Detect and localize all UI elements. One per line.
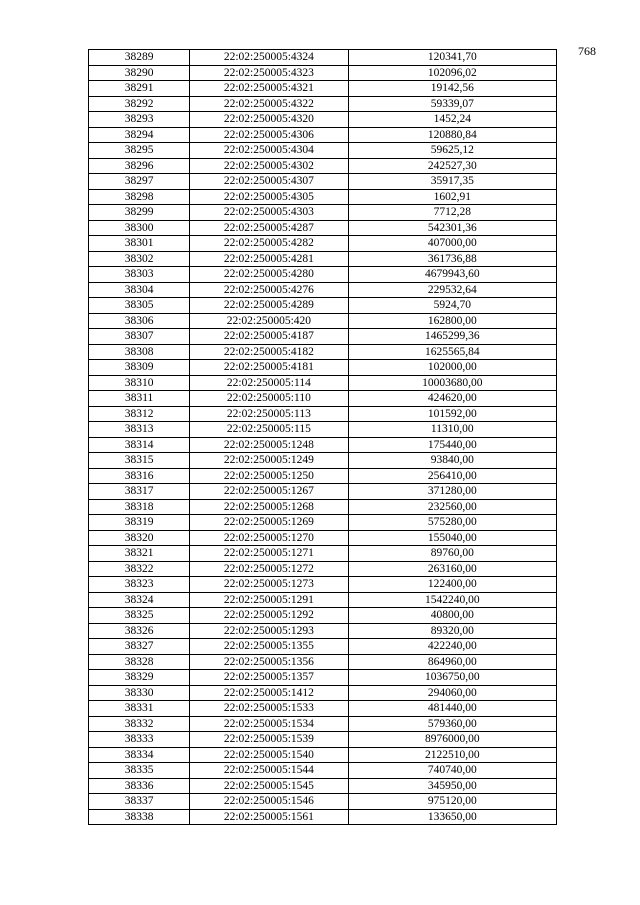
table-row [89, 468, 557, 484]
table-row [89, 143, 557, 159]
cadastral-number-cell: 22:02:250005:4282 [190, 236, 348, 252]
cadastral-number-cell: 22:02:250005:1539 [190, 732, 348, 748]
row-number-cell: 38290 [89, 65, 190, 81]
cadastral-value-cell: 10003680,00 [348, 375, 556, 391]
cadastral-value-cell: 1625565,84 [348, 344, 556, 360]
cadastral-number-cell: 22:02:250005:4182 [190, 344, 348, 360]
table-row [89, 453, 557, 469]
row-number-cell: 38322 [89, 561, 190, 577]
cadastral-value-cell: 102000,00 [348, 360, 556, 376]
row-number-cell: 38293 [89, 112, 190, 128]
table-row [89, 654, 557, 670]
cadastral-value-cell: 102096,02 [348, 65, 556, 81]
row-number-cell: 38323 [89, 577, 190, 593]
cadastral-value-cell: 155040,00 [348, 530, 556, 546]
table-row [89, 794, 557, 810]
table-row [89, 375, 557, 391]
table-row [89, 189, 557, 205]
cadastral-value-cell: 2122510,00 [348, 747, 556, 763]
table-row [89, 422, 557, 438]
cadastral-value-cell: 481440,00 [348, 701, 556, 717]
cadastral-value-cell: 1542240,00 [348, 592, 556, 608]
cadastral-value-cell: 120341,70 [348, 50, 556, 66]
table-row [89, 127, 557, 143]
table-row [89, 701, 557, 717]
row-number-cell: 38303 [89, 267, 190, 283]
cadastral-number-cell: 22:02:250005:4187 [190, 329, 348, 345]
cadastral-number-cell: 22:02:250005:1249 [190, 453, 348, 469]
cadastral-number-cell: 22:02:250005:1267 [190, 484, 348, 500]
cadastral-value-cell: 7712,28 [348, 205, 556, 221]
cadastral-number-cell: 22:02:250005:420 [190, 313, 348, 329]
cadastral-number-cell: 22:02:250005:1291 [190, 592, 348, 608]
table-row [89, 592, 557, 608]
cadastral-value-cell: 89320,00 [348, 623, 556, 639]
table-row [89, 220, 557, 236]
row-number-cell: 38328 [89, 654, 190, 670]
cadastral-value-cell: 11310,00 [348, 422, 556, 438]
table-row [89, 236, 557, 252]
row-number-cell: 38298 [89, 189, 190, 205]
row-number-cell: 38315 [89, 453, 190, 469]
cadastral-number-cell: 22:02:250005:4287 [190, 220, 348, 236]
cadastral-number-cell: 22:02:250005:110 [190, 391, 348, 407]
cadastral-number-cell: 22:02:250005:1540 [190, 747, 348, 763]
table-body [89, 50, 557, 825]
table-row [89, 732, 557, 748]
cadastral-number-cell: 22:02:250005:4322 [190, 96, 348, 112]
cadastral-number-cell: 22:02:250005:4323 [190, 65, 348, 81]
table-row [89, 158, 557, 174]
table-row [89, 608, 557, 624]
cadastral-value-cell: 40800,00 [348, 608, 556, 624]
table-row [89, 112, 557, 128]
row-number-cell: 38332 [89, 716, 190, 732]
cadastral-number-cell: 22:02:250005:4303 [190, 205, 348, 221]
cadastral-value-cell: 122400,00 [348, 577, 556, 593]
cadastral-value-cell: 4679943,60 [348, 267, 556, 283]
row-number-cell: 38316 [89, 468, 190, 484]
table-row [89, 437, 557, 453]
row-number-cell: 38321 [89, 546, 190, 562]
row-number-cell: 38327 [89, 639, 190, 655]
row-number-cell: 38296 [89, 158, 190, 174]
cadastral-number-cell: 22:02:250005:1561 [190, 809, 348, 825]
row-number-cell: 38308 [89, 344, 190, 360]
table-row [89, 778, 557, 794]
cadastral-value-cell: 59625,12 [348, 143, 556, 159]
table-row [89, 391, 557, 407]
cadastral-value-cell: 232560,00 [348, 499, 556, 515]
cadastral-number-cell: 22:02:250005:4321 [190, 81, 348, 97]
row-number-cell: 38304 [89, 282, 190, 298]
cadastral-number-cell: 22:02:250005:4320 [190, 112, 348, 128]
table-row [89, 763, 557, 779]
row-number-cell: 38330 [89, 685, 190, 701]
page-number: 768 [578, 44, 596, 58]
table-row [89, 344, 557, 360]
table-row [89, 670, 557, 686]
table-row [89, 360, 557, 376]
cadastral-number-cell: 22:02:250005:1545 [190, 778, 348, 794]
cadastral-number-cell: 22:02:250005:1533 [190, 701, 348, 717]
cadastral-number-cell: 22:02:250005:1293 [190, 623, 348, 639]
table-row [89, 205, 557, 221]
row-number-cell: 38324 [89, 592, 190, 608]
cadastral-number-cell: 22:02:250005:1272 [190, 561, 348, 577]
cadastral-number-cell: 22:02:250005:1356 [190, 654, 348, 670]
table-row [89, 96, 557, 112]
row-number-cell: 38333 [89, 732, 190, 748]
table-row [89, 484, 557, 500]
cadastral-value-cell: 542301,36 [348, 220, 556, 236]
cadastral-value-cell: 361736,88 [348, 251, 556, 267]
cadastral-value-cell: 1465299,36 [348, 329, 556, 345]
row-number-cell: 38326 [89, 623, 190, 639]
table-row [89, 406, 557, 422]
cadastral-value-cell: 371280,00 [348, 484, 556, 500]
table-row [89, 716, 557, 732]
cadastral-value-cell: 740740,00 [348, 763, 556, 779]
table-row [89, 313, 557, 329]
cadastral-number-cell: 22:02:250005:1355 [190, 639, 348, 655]
cadastral-number-cell: 22:02:250005:115 [190, 422, 348, 438]
cadastral-value-cell: 975120,00 [348, 794, 556, 810]
cadastral-number-cell: 22:02:250005:4305 [190, 189, 348, 205]
cadastral-number-cell: 22:02:250005:4324 [190, 50, 348, 66]
cadastral-value-cell: 1602,91 [348, 189, 556, 205]
table-row [89, 499, 557, 515]
row-number-cell: 38319 [89, 515, 190, 531]
cadastral-number-cell: 22:02:250005:1292 [190, 608, 348, 624]
table-row [89, 747, 557, 763]
row-number-cell: 38334 [89, 747, 190, 763]
cadastral-number-cell: 22:02:250005:4181 [190, 360, 348, 376]
row-number-cell: 38305 [89, 298, 190, 314]
cadastral-number-cell: 22:02:250005:1270 [190, 530, 348, 546]
row-number-cell: 38329 [89, 670, 190, 686]
cadastral-number-cell: 22:02:250005:1248 [190, 437, 348, 453]
row-number-cell: 38302 [89, 251, 190, 267]
cadastral-value-cell: 133650,00 [348, 809, 556, 825]
cadastral-number-cell: 22:02:250005:1544 [190, 763, 348, 779]
row-number-cell: 38309 [89, 360, 190, 376]
table-row [89, 546, 557, 562]
table-row [89, 685, 557, 701]
table-row [89, 251, 557, 267]
row-number-cell: 38306 [89, 313, 190, 329]
cadastral-number-cell: 22:02:250005:4281 [190, 251, 348, 267]
table-row [89, 329, 557, 345]
cadastral-value-cell: 1452,24 [348, 112, 556, 128]
table-row [89, 81, 557, 97]
row-number-cell: 38311 [89, 391, 190, 407]
cadastral-number-cell: 22:02:250005:1250 [190, 468, 348, 484]
table-row [89, 561, 557, 577]
cadastral-number-cell: 22:02:250005:1534 [190, 716, 348, 732]
table-row [89, 50, 557, 66]
cadastral-number-cell: 22:02:250005:114 [190, 375, 348, 391]
row-number-cell: 38299 [89, 205, 190, 221]
cadastral-number-cell: 22:02:250005:1273 [190, 577, 348, 593]
cadastral-value-table [88, 49, 557, 825]
cadastral-value-cell: 5924,70 [348, 298, 556, 314]
cadastral-value-cell: 864960,00 [348, 654, 556, 670]
table-row [89, 530, 557, 546]
row-number-cell: 38294 [89, 127, 190, 143]
cadastral-number-cell: 22:02:250005:4289 [190, 298, 348, 314]
cadastral-value-cell: 229532,64 [348, 282, 556, 298]
cadastral-value-cell: 345950,00 [348, 778, 556, 794]
cadastral-value-cell: 8976000,00 [348, 732, 556, 748]
row-number-cell: 38292 [89, 96, 190, 112]
cadastral-value-cell: 89760,00 [348, 546, 556, 562]
row-number-cell: 38313 [89, 422, 190, 438]
cadastral-value-cell: 256410,00 [348, 468, 556, 484]
cadastral-value-cell: 93840,00 [348, 453, 556, 469]
row-number-cell: 38297 [89, 174, 190, 190]
row-number-cell: 38314 [89, 437, 190, 453]
table-row [89, 809, 557, 825]
cadastral-number-cell: 22:02:250005:4276 [190, 282, 348, 298]
table-row [89, 639, 557, 655]
cadastral-number-cell: 22:02:250005:1357 [190, 670, 348, 686]
cadastral-value-cell: 407000,00 [348, 236, 556, 252]
cadastral-value-cell: 59339,07 [348, 96, 556, 112]
row-number-cell: 38289 [89, 50, 190, 66]
cadastral-value-cell: 422240,00 [348, 639, 556, 655]
cadastral-number-cell: 22:02:250005:4306 [190, 127, 348, 143]
cadastral-value-cell: 19142,56 [348, 81, 556, 97]
cadastral-number-cell: 22:02:250005:113 [190, 406, 348, 422]
cadastral-value-cell: 175440,00 [348, 437, 556, 453]
row-number-cell: 38295 [89, 143, 190, 159]
table-row [89, 282, 557, 298]
row-number-cell: 38291 [89, 81, 190, 97]
row-number-cell: 38307 [89, 329, 190, 345]
table-row [89, 623, 557, 639]
row-number-cell: 38318 [89, 499, 190, 515]
cadastral-value-cell: 120880,84 [348, 127, 556, 143]
table-row [89, 298, 557, 314]
row-number-cell: 38301 [89, 236, 190, 252]
table-row [89, 515, 557, 531]
row-number-cell: 38312 [89, 406, 190, 422]
cadastral-value-cell: 424620,00 [348, 391, 556, 407]
cadastral-value-cell: 242527,30 [348, 158, 556, 174]
cadastral-value-cell: 101592,00 [348, 406, 556, 422]
cadastral-value-cell: 162800,00 [348, 313, 556, 329]
cadastral-number-cell: 22:02:250005:4304 [190, 143, 348, 159]
cadastral-number-cell: 22:02:250005:1546 [190, 794, 348, 810]
row-number-cell: 38335 [89, 763, 190, 779]
row-number-cell: 38331 [89, 701, 190, 717]
cadastral-number-cell: 22:02:250005:1412 [190, 685, 348, 701]
table-row [89, 577, 557, 593]
row-number-cell: 38337 [89, 794, 190, 810]
table-row [89, 267, 557, 283]
row-number-cell: 38310 [89, 375, 190, 391]
table-row [89, 65, 557, 81]
row-number-cell: 38325 [89, 608, 190, 624]
cadastral-number-cell: 22:02:250005:1269 [190, 515, 348, 531]
cadastral-value-cell: 1036750,00 [348, 670, 556, 686]
cadastral-number-cell: 22:02:250005:1268 [190, 499, 348, 515]
row-number-cell: 38338 [89, 809, 190, 825]
row-number-cell: 38336 [89, 778, 190, 794]
cadastral-value-cell: 263160,00 [348, 561, 556, 577]
cadastral-number-cell: 22:02:250005:4280 [190, 267, 348, 283]
cadastral-value-cell: 575280,00 [348, 515, 556, 531]
row-number-cell: 38300 [89, 220, 190, 236]
cadastral-value-cell: 35917,35 [348, 174, 556, 190]
cadastral-value-cell: 579360,00 [348, 716, 556, 732]
cadastral-value-cell: 294060,00 [348, 685, 556, 701]
cadastral-number-cell: 22:02:250005:4302 [190, 158, 348, 174]
cadastral-number-cell: 22:02:250005:4307 [190, 174, 348, 190]
row-number-cell: 38320 [89, 530, 190, 546]
cadastral-number-cell: 22:02:250005:1271 [190, 546, 348, 562]
row-number-cell: 38317 [89, 484, 190, 500]
table-row [89, 174, 557, 190]
